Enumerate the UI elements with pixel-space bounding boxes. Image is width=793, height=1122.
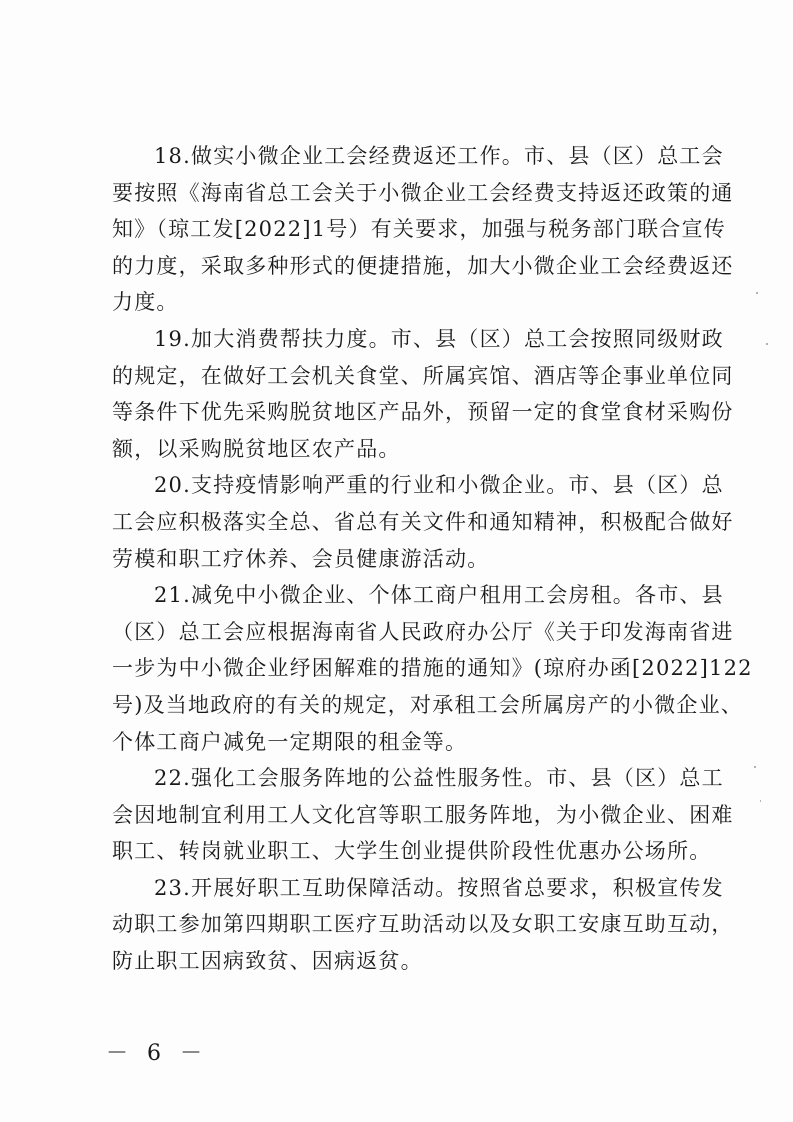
- text-line: 力度。: [112, 290, 179, 315]
- text-line: 要按照《海南省总工会关于小微企业工会经费支持返还政策的通: [112, 180, 734, 205]
- scan-speck: [756, 292, 758, 294]
- text-line: 动职工参加第四期职工医疗互助活动以及女职工安康互助互动，: [112, 912, 734, 937]
- text-line: 20.支持疫情影响严重的行业和小微企业。市、县（区）总: [154, 473, 724, 498]
- scan-speck: [766, 343, 768, 345]
- text-line: 额，以采购脱贫地区农产品。: [112, 436, 401, 461]
- text-line: 等条件下优先采购脱贫地区产品外，预留一定的食堂食材采购份: [112, 400, 734, 425]
- text-line: 知》（琼工发[2022]1号）有关要求，加强与税务部门联合宣传: [112, 217, 726, 242]
- text-line: 工会应积极落实全总、省总有关文件和通知精神，积极配合做好: [112, 509, 734, 534]
- text-line: 一步为中小微企业纾困解难的措施的通知》(琼府办函[2022]122: [112, 656, 753, 681]
- text-line: 19.加大消费帮扶力度。市、县（区）总工会按照同级财政: [154, 326, 724, 351]
- page-number: － 6 －: [106, 1041, 208, 1066]
- text-line: 21.减免中小微企业、个体工商户租用工会房租。各市、县: [154, 583, 724, 608]
- text-line: 号)及当地政府的有关的规定，对承租工会所属房产的小微企业、: [112, 692, 743, 717]
- text-line: 防止职工因病致贫、因病返贫。: [112, 949, 423, 974]
- scan-speck: [760, 800, 761, 802]
- text-line: 18.做实小微企业工会经费返还工作。市、县（区）总工会: [154, 144, 724, 168]
- text-line: 劳模和职工疗休养、会员健康游活动。: [112, 546, 490, 571]
- scan-speck: [754, 766, 756, 768]
- paragraph-19: [112, 321, 734, 467]
- paragraph-22: [112, 760, 734, 870]
- text-line: 的力度，采取多种形式的便捷措施，加大小微企业工会经费返还: [112, 253, 734, 278]
- text-line: 22.强化工会服务阵地的公益性服务性。市、县（区）总工: [154, 766, 724, 791]
- text-line: 职工、转岗就业职工、大学生创业提供阶段性优惠办公场所。: [112, 839, 712, 864]
- paragraph-23: [112, 870, 734, 980]
- paragraph-20: [112, 467, 734, 577]
- text-line: 23.开展好职工互助保障活动。按照省总要求，积极宣传发: [154, 875, 724, 900]
- text-line: （区）总工会应根据海南省人民政府办公厅《关于印发海南省进: [112, 619, 734, 644]
- document-body: [112, 138, 753, 980]
- text-line: 的规定，在做好工会机关食堂、所属宾馆、酒店等企事业单位同: [112, 363, 734, 388]
- paragraph-21: [112, 577, 753, 760]
- paragraph-18: [112, 138, 734, 321]
- text-line: 个体工商户减免一定期限的租金等。: [112, 729, 468, 754]
- text-line: 会因地制宜利用工人文化宫等职工服务阵地，为小微企业、困难: [112, 802, 734, 827]
